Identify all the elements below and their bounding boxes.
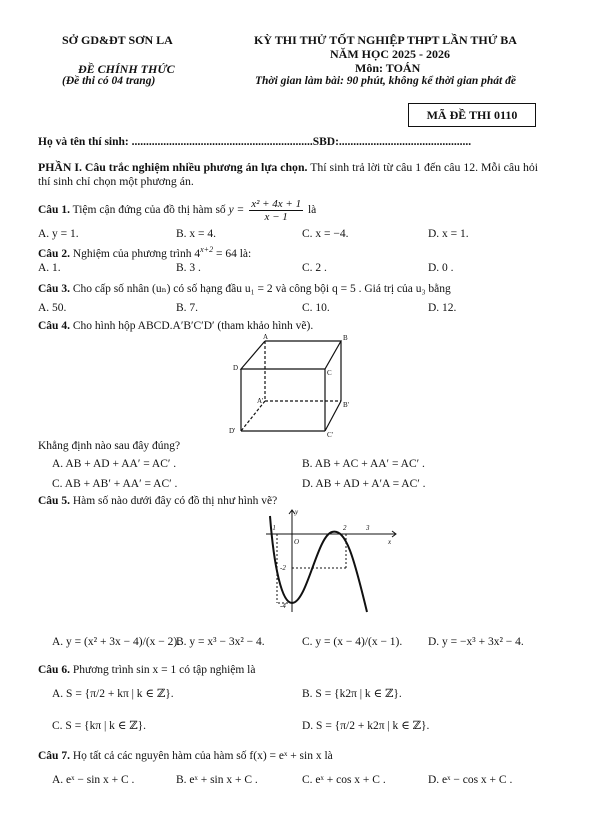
q4-option-c[interactable]: C. AB + AB′ + AA′ = AC′ . (52, 478, 178, 490)
tick-label-2: 2 (343, 524, 347, 532)
q2-exponent: x+2 (200, 245, 214, 254)
page-count: (Đề thi có 04 trang) (62, 75, 156, 87)
q2-text: Nghiệm của phương trình 4 (69, 247, 201, 260)
part1-heading (38, 160, 538, 175)
q3-option-d[interactable]: D. 12. (428, 302, 457, 314)
exam-title: KỲ THI THỬ TỐT NGHIỆP THPT LẦN THỨ BA (254, 33, 517, 47)
q3-label: Câu 3. (38, 283, 70, 295)
q3-text: Cho cấp số nhân (uₙ) có số hạng đầu u₁ = 2 và công bội q = 5 . Giá trị của u₃ bằng (69, 283, 451, 295)
exam-code-box: MÃ ĐỀ THI 0110 (408, 103, 536, 127)
q6-stem (38, 664, 256, 676)
q6-option-b[interactable]: B. S = {k2π | k ∈ ℤ}. (302, 688, 402, 700)
q5-stem (38, 495, 277, 507)
q1-y: y = (228, 204, 245, 217)
box-figure (225, 333, 365, 441)
vertex-label-b: B (343, 334, 348, 342)
x-axis-label: x (388, 538, 392, 546)
school-year: NĂM HỌC 2025 - 2026 (330, 47, 450, 61)
q2-option-a[interactable]: A. 1. (38, 262, 61, 274)
vertex-label-c-prime: C' (327, 431, 333, 439)
q6-text: Phương trình sin x = 1 có tập nghiệm là (69, 664, 256, 676)
q3-option-a[interactable]: A. 50. (38, 302, 67, 314)
q1-option-b[interactable]: B. x = 4. (176, 228, 217, 240)
q7-option-d[interactable]: D. eˣ − cos x + C . (428, 774, 513, 786)
tick-label-neg2: -2 (280, 564, 286, 572)
q4-stem (38, 320, 313, 332)
q1-numerator: x² + 4x + 1 (251, 198, 302, 210)
part1-instruction-1: Thí sinh trả lời từ câu 1 đến câu 12. Mỗi câu hỏi (307, 160, 539, 174)
part1-instruction-2: thí sinh chỉ chọn một phương án. (38, 174, 194, 188)
student-info-line: Họ và tên thí sinh: ...............................................................SBD:.............................................. (38, 136, 472, 148)
q1-option-c[interactable]: C. x = −4. (302, 228, 349, 240)
tick-label-neg4: -4 (280, 602, 286, 610)
q2-label: Câu 2. (38, 247, 70, 260)
q3-stem (38, 281, 451, 295)
q4-question: Khẳng định nào sau đây đúng? (38, 440, 181, 452)
q2-option-d[interactable]: D. 0 . (428, 262, 454, 274)
tick-label-neg1: -1 (270, 524, 276, 532)
q2-tail: = 64 là: (213, 247, 252, 260)
q5-option-b[interactable]: B. y = x³ − 3x² − 4. (176, 636, 265, 648)
vertex-label-c: C (327, 369, 332, 377)
q4-option-a[interactable]: A. AB + AD + AA′ = AC′ . (52, 458, 177, 470)
q4-label: Câu 4. (38, 320, 70, 332)
q2-option-c[interactable]: C. 2 . (302, 262, 327, 274)
q7-option-b[interactable]: B. eˣ + sin x + C . (176, 774, 258, 786)
q7-option-a[interactable]: A. eˣ − sin x + C . (52, 774, 135, 786)
q3-option-c[interactable]: C. 10. (302, 302, 330, 314)
q4-option-b[interactable]: B. AB + AC + AA′ = AC′ . (302, 458, 425, 470)
origin-label: O (294, 538, 300, 546)
q7-label: Câu 7. (38, 750, 70, 762)
q6-option-a[interactable]: A. S = {π/2 + kπ | k ∈ ℤ}. (52, 688, 174, 700)
q4-option-d[interactable]: D. AB + AD + A′A = AC′ . (302, 478, 426, 490)
vertex-label-b-prime: B' (343, 401, 349, 409)
q4-text: Cho hình hộp ABCD.A′B′C′D′ (tham khảo hình vẽ). (69, 320, 314, 332)
q5-label: Câu 5. (38, 495, 70, 507)
q6-option-d[interactable]: D. S = {π/2 + k2π | k ∈ ℤ}. (302, 720, 430, 732)
q5-option-a[interactable]: A. y = (x² + 3x − 4)/(x − 2). (52, 636, 181, 648)
q7-option-c[interactable]: C. eˣ + cos x + C . (302, 774, 386, 786)
q1-denominator: x − 1 (264, 211, 288, 223)
official-label: ĐỀ CHÍNH THỨC (78, 62, 175, 76)
q2-option-b[interactable]: B. 3 . (176, 262, 201, 274)
q1-stem (38, 198, 316, 223)
vertex-label-d-prime: D' (229, 427, 236, 435)
q1-label: Câu 1. (38, 204, 70, 217)
q3-option-b[interactable]: B. 7. (176, 302, 199, 314)
q1-option-d[interactable]: D. x = 1. (428, 228, 469, 240)
q5-text: Hàm số nào dưới đây có đồ thị như hình vẽ? (69, 495, 278, 507)
q1-text: Tiệm cận đứng của đồ thị hàm số (69, 204, 229, 217)
subject: Môn: TOÁN (355, 61, 421, 75)
q7-text: Họ tất cả các nguyên hàm của hàm số f(x) = eˣ + sin x là (69, 750, 333, 762)
department-name: SỞ GD&ĐT SƠN LA (62, 33, 173, 47)
q5-option-c[interactable]: C. y = (x − 4)/(x − 1). (302, 636, 403, 648)
q1-tail: là (305, 204, 317, 217)
q5-option-d[interactable]: D. y = −x³ + 3x² − 4. (428, 636, 524, 648)
vertex-label-a: A (263, 333, 269, 341)
part1-title: PHẦN I. Câu trắc nghiệm nhiều phương án lựa chọn. (38, 160, 308, 174)
q1-option-a[interactable]: A. y = 1. (38, 228, 79, 240)
q6-label: Câu 6. (38, 664, 70, 676)
vertex-label-a-prime: A' (257, 397, 264, 405)
tick-label-3: 3 (366, 524, 370, 532)
y-axis-label: y (295, 508, 299, 516)
q7-stem (38, 750, 333, 762)
vertex-label-d: D (233, 364, 239, 372)
q6-option-c[interactable]: C. S = {kπ | k ∈ ℤ}. (52, 720, 146, 732)
q1-fraction (249, 198, 303, 223)
time-limit: Thời gian làm bài: 90 phút, không kể thời gian phát đề (255, 75, 516, 87)
cubic-graph (262, 508, 402, 616)
q2-stem (38, 245, 251, 260)
